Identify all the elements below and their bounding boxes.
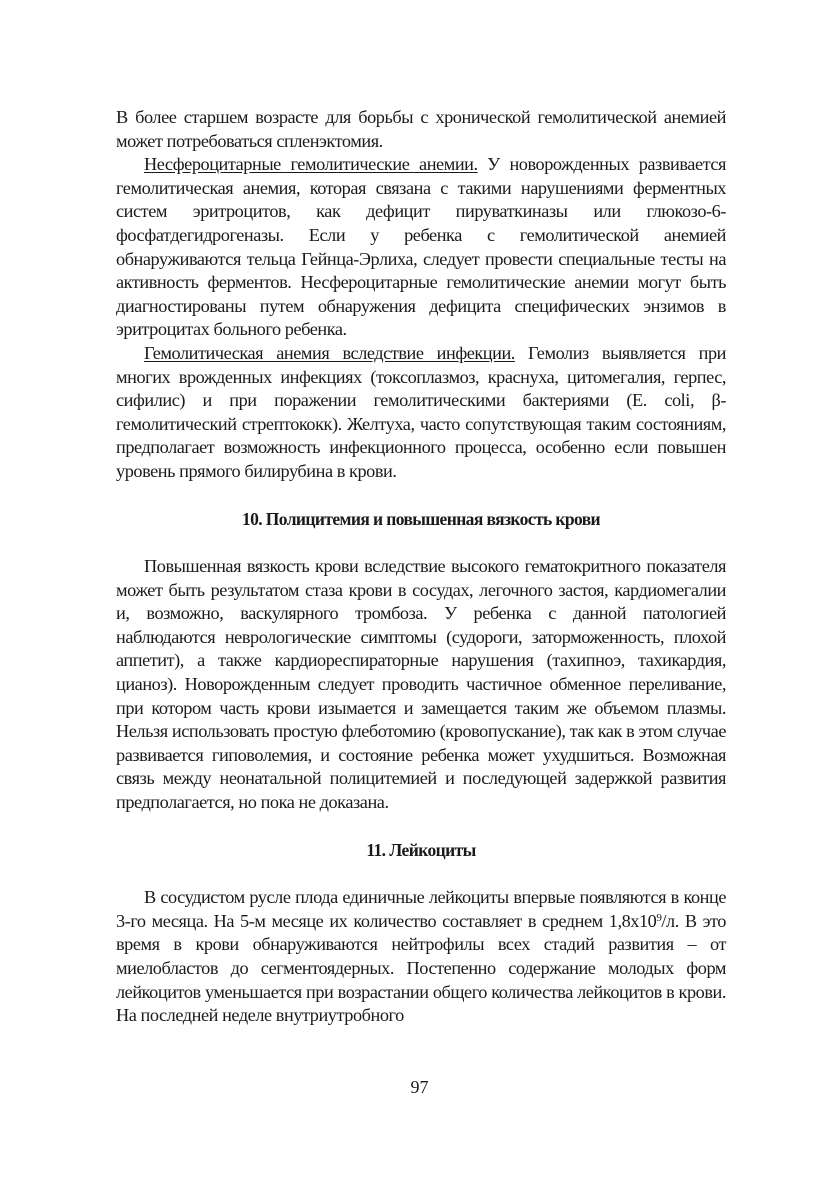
paragraph-viscosity: Повышенная вязкость крови вследствие высокого гематокритного показателя может быть результатом стаза крови в сосудах, легочного застоя, кардиомегалии и, возможно, васкулярного тромбоза. У ребенка с данной патологией наблюдаются неврологические симптомы (судороги, заторможенность, плохой аппетит), а также кардиореспираторные нарушения (тахипноэ, тахикардия, цианоз). Новорожденным следует проводить частичное обменное переливание, при котором часть крови изымается и замещается таким же объемом плазмы. Нельзя использовать простую флеботомию (кровопускание), так как в этом случае развивается гиповолемия, и состояние ребенка может ухудшиться. Возможная связь между неонатальной полицитемией и последующей задержкой развития предполагается, но пока не доказана. (116, 556, 726, 813)
section-heading-leukocytes: 11. Лейкоциты (366, 839, 476, 860)
subheading-nonspherocytic: Несфероцитарные гемолитические анемии. (144, 154, 478, 175)
paragraph-splenectomy: В более старшем возрасте для борьбы с хронической гемолитической анемией может потребоваться спленэктомия. (116, 107, 726, 151)
section-heading-polycythemia: 10. Полицитемия и повышенная вязкость крови (241, 508, 601, 529)
paragraph-infection-text: Гемолиз выявляется при многих врожденных инфекциях (токсоплазмоз, краснуха, цитомегалия, герпес, сифилис) и при поражении гемолитическими бактериями (E. coli, β-гемолитический стрептококк). Желтуха, часто сопутствующая таким состояниям, предполагает возможность инфекционного процесса, особенно если повышен уровень прямого билирубина в крови. (116, 342, 726, 481)
page-number: 97 (410, 1077, 429, 1097)
subheading-infection-hemolysis: Гемолитическая анемия вследствие инфекции. (144, 342, 515, 363)
page-body (116, 106, 726, 1028)
paragraph-nonspherocytic-text: У новорожденных развивается гемолитическая анемия, которая связана с такими нарушениями ферментных систем эритроцитов, как дефицит пируваткиназы или глюкозо-6-фосфатдегидрогеназы. Если у ребенка с гемолитической анемией обнаруживаются тельца Гейнца-Эрлиха, следует провести специальные тесты на активность ферментов. Несфероцитарные гемолитические анемии могут быть диагностированы путем обнаружения дефицита специфических энзимов в эритроцитах больного ребенка. (116, 154, 727, 340)
paragraph-leukocytes-part-a: В сосудистом русле плода единичные лейкоциты впервые появляются в конце 3-го месяца. На 5-м месяце их количество составляет в среднем 1,8x10 (116, 887, 726, 931)
exponent: 9 (656, 911, 662, 924)
paragraph-leukocytes (116, 886, 726, 1028)
paragraph-leukocytes-part-b: /л. В это время в крови обнаруживаются нейтрофилы всех стадий развития – от миелобластов до сегментоядерных. Постепенно содержание молодых форм лейкоцитов уменьшается при возрастании общего количества лейкоцитов в крови. На последней неделе внутриутробного (116, 910, 726, 1026)
paragraph-nonspherocytic (116, 153, 726, 342)
paragraph-infection-hemolysis (116, 342, 726, 484)
